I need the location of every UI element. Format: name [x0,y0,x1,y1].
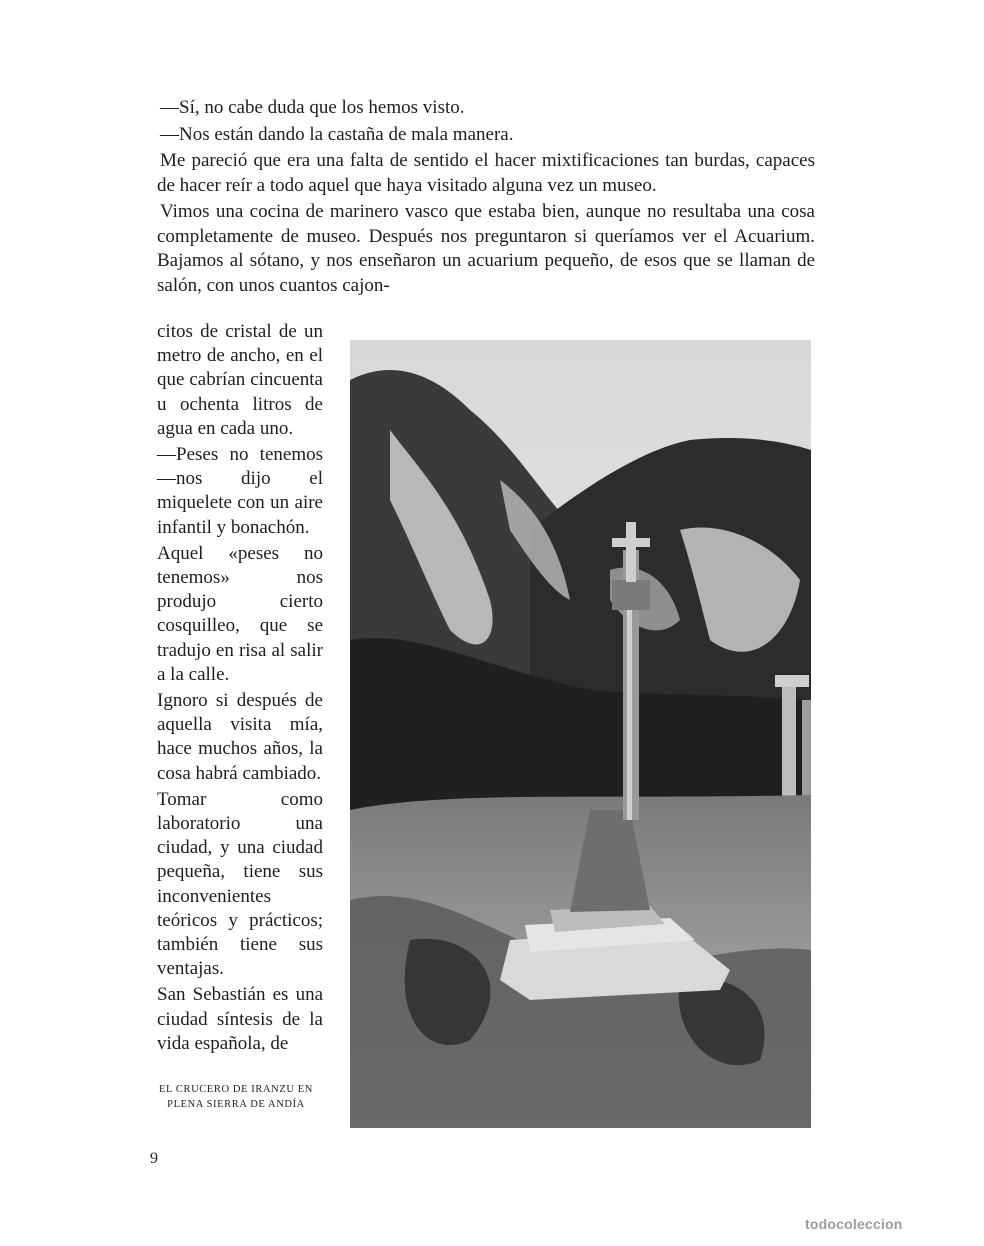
paragraph-museum: Me pareció que era una falta de sentido el hacer mixtificaciones tan burdas, capaces de hacer reír a todo aquel que haya visitado alguna vez un museo. [157,150,815,196]
top-text-block [157,96,815,300]
dialogue-line-1: —Sí, no cabe duda que los hemos visto. [160,97,465,118]
stone-cross-photo [350,340,811,1128]
dialogue-line-2: —Nos están dando la castaña de mala manera. [160,123,514,145]
column-text-block [157,320,323,1058]
column-paragraph-3: Aquel «peses no tenemos» nos produjo cierto cosquilleo, que se tradujo en risa al salir a la calle. [157,542,323,685]
watermark: todocoleccion [805,1216,903,1232]
photo-caption: EL CRUCERO DE IRANZU EN PLENA SIERRA DE ANDÍA [159,1084,313,1110]
page-number: 9 [150,1150,158,1167]
column-paragraph-1: citos de cristal de un metro de ancho, en el que cabrían cincuenta u ochenta litros de agua en cada uno. [157,321,323,439]
column-paragraph-6: San Sebastián es una ciudad síntesis de la vida española, de [157,984,323,1054]
column-paragraph-4: Ignoro si después de aquella visita mía, hace muchos años, la cosa habrá cambiado. [157,690,323,784]
paragraph-acuarium: Vimos una cocina de marinero vasco que estaba bien, aunque no resultaba una cosa completamente de museo. Después nos preguntaron si queríamos ver el Acuarium. Bajamos al sótano, y nos enseñaron un acuarium pequeño, de esos que se llaman de salón, con unos cuantos cajon- [157,201,815,296]
column-paragraph-2: —Peses no tenemos —nos dijo el miquelete con un aire infantil y bonachón. [157,444,323,538]
column-paragraph-5: Tomar como laboratorio una ciudad, y una ciudad pequeña, tiene sus inconvenientes teóricos y prácticos; también tiene sus ventajas. [157,788,323,980]
landscape-photo-image [350,340,811,1128]
